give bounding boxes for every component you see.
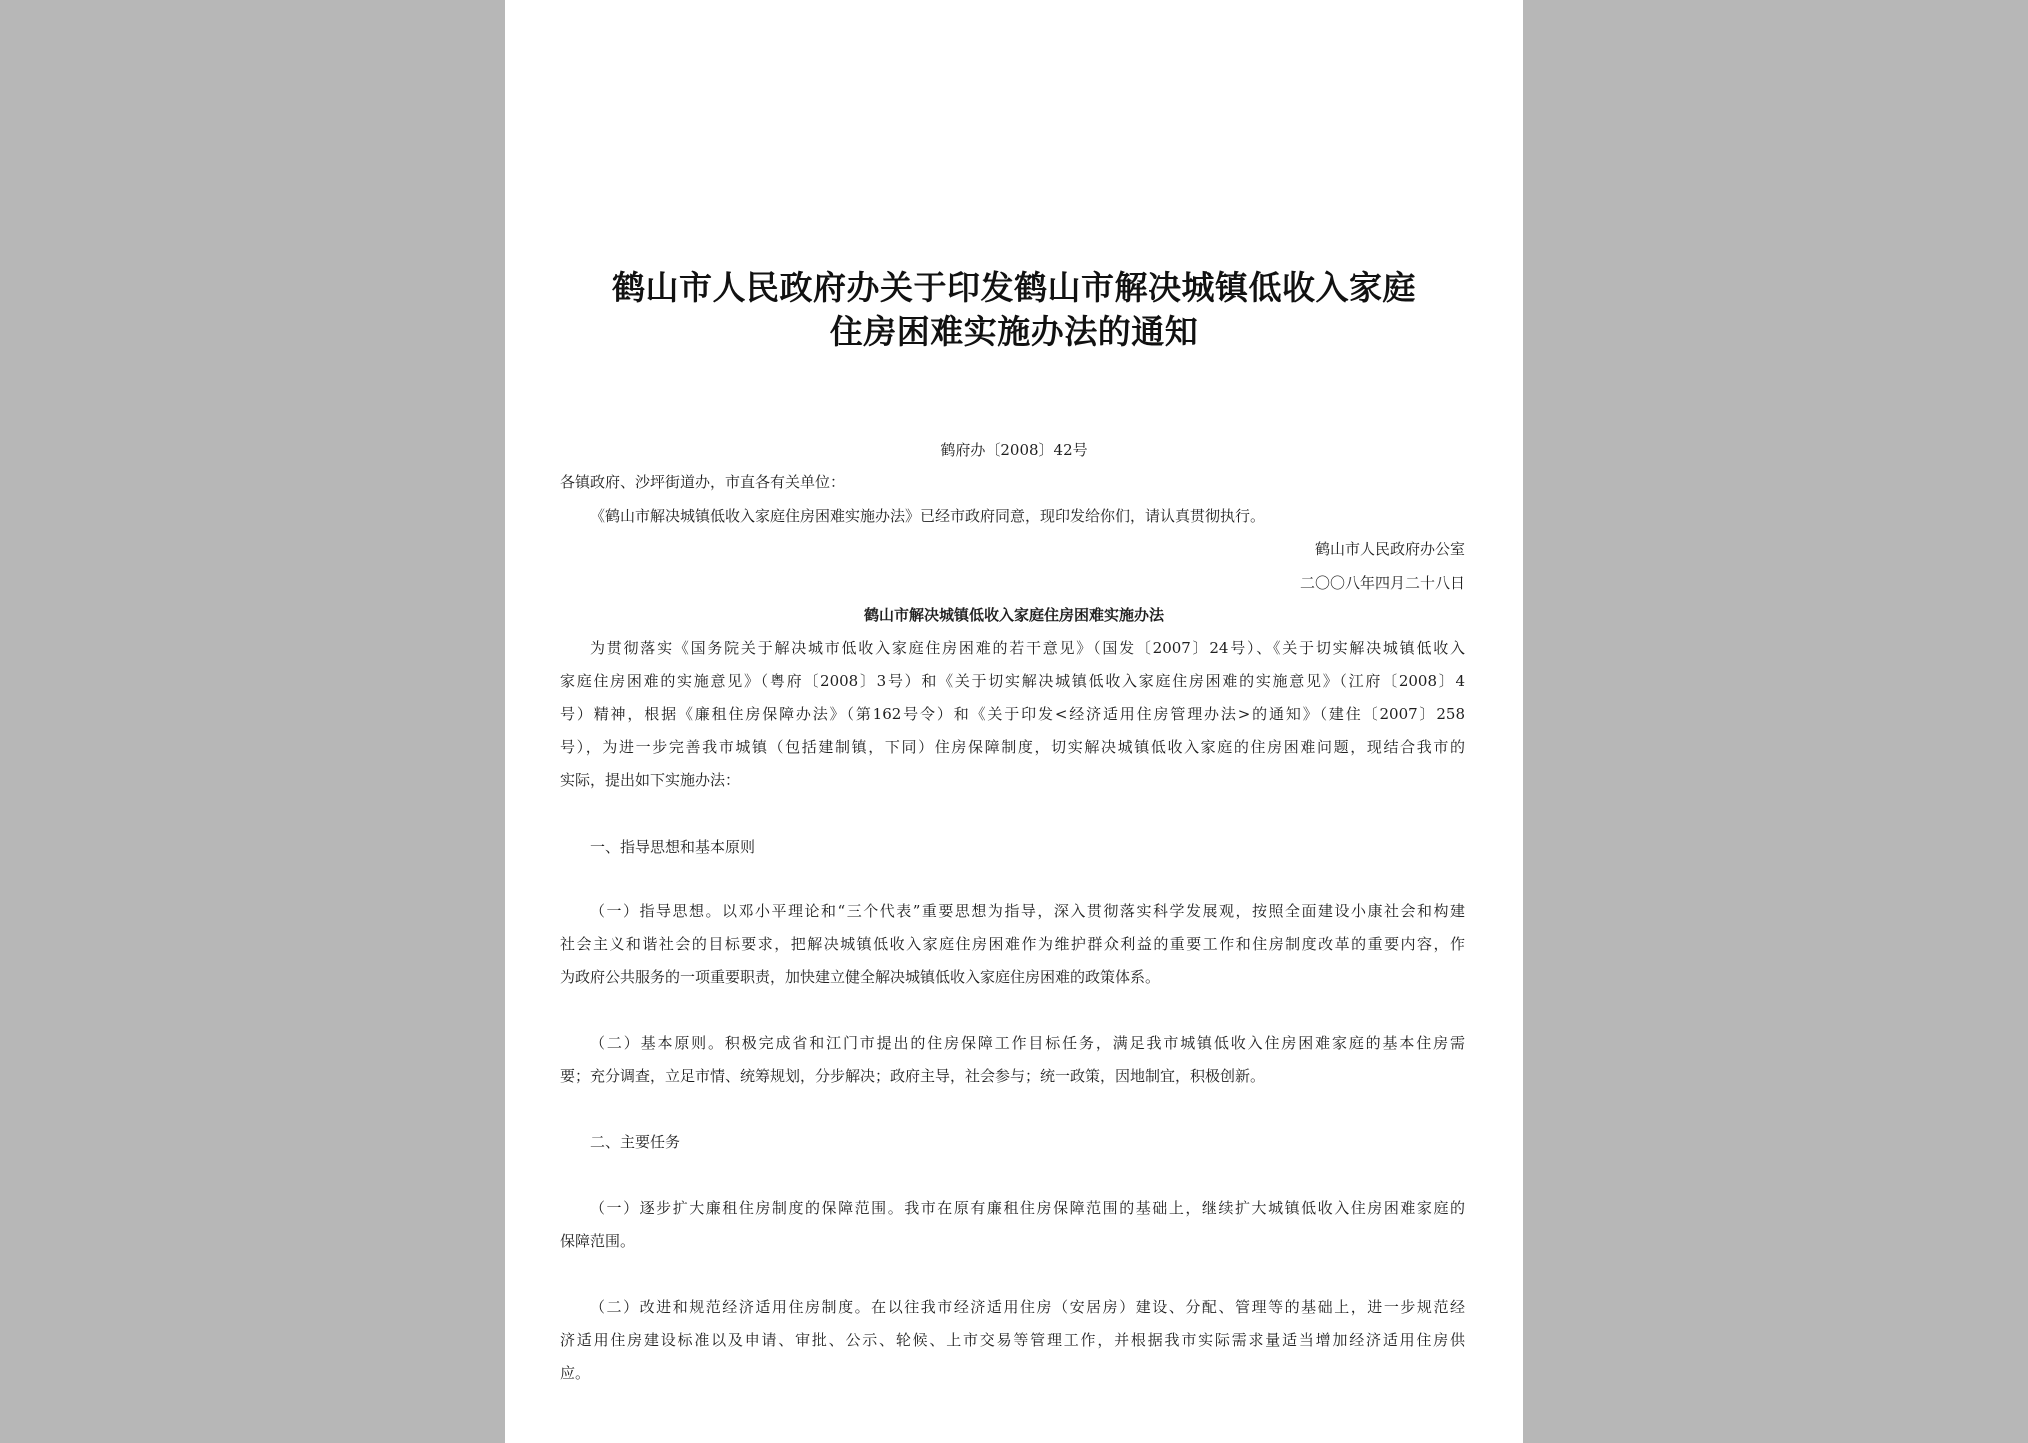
section-2-paragraph-2-line: 应。 (560, 1364, 591, 1382)
preamble-line: 为贯彻落实《国务院关于解决城市低收入家庭住房困难的若干意见》（国发〔2007〕24号）、《关于切实解决城镇低收入 (590, 639, 1465, 657)
section-2-heading: 二、主要任务 (590, 1133, 681, 1151)
section-1-paragraph-1-line: 社会主义和谐社会的目标要求，把解决城镇低收入家庭住房困难作为维护群众利益的重要工作和住房制度改革的重要内容，作 (560, 935, 1465, 953)
document-number: 鹤府办〔2008〕42号 (940, 441, 1088, 459)
measures-subtitle: 鹤山市解决城镇低收入家庭住房困难实施办法 (863, 606, 1164, 624)
document-title-line-2: 住房困难实施办法的通知 (829, 312, 1199, 351)
section-1-paragraph-1-line: 为政府公共服务的一项重要职责，加快建立健全解决城镇低收入家庭住房困难的政策体系。 (560, 968, 1161, 986)
section-2-paragraph-2-line: （二）改进和规范经济适用住房制度。在以往我市经济适用住房（安居房）建设、分配、管理等的基础上，进一步规范经 (590, 1298, 1465, 1316)
section-1-paragraph-1-line: （一）指导思想。以邓小平理论和“三个代表”重要思想为指导，深入贯彻落实科学发展观，按照全面建设小康社会和构建 (590, 902, 1465, 920)
addressee: 各镇政府、沙坪街道办，市直各有关单位： (560, 473, 846, 491)
document-page (505, 0, 1523, 1443)
section-2-paragraph-1-line: （一）逐步扩大廉租住房制度的保障范围。我市在原有廉租住房保障范围的基础上，继续扩大城镇低收入住房困难家庭的 (590, 1199, 1465, 1217)
preamble-line: 实际，提出如下实施办法： (560, 771, 741, 789)
intro-paragraph: 《鹤山市解决城镇低收入家庭住房困难实施办法》已经市政府同意，现印发给你们，请认真贯彻执行。 (590, 507, 1266, 525)
issue-date: 二〇〇八年四月二十八日 (1299, 574, 1465, 592)
preamble-line: 家庭住房困难的实施意见》（粤府〔2008〕3号）和《关于切实解决城镇低收入家庭住房困难的实施意见》（江府〔2008〕4 (560, 672, 1465, 690)
section-1-paragraph-2-line: （二）基本原则。积极完成省和江门市提出的住房保障工作目标任务，满足我市城镇低收入住房困难家庭的基本住房需 (590, 1034, 1465, 1052)
preamble-line: 号）精神，根据《廉租住房保障办法》（第162号令）和《关于印发<经济适用住房管理办法>的通知》（建住〔2007〕258 (560, 705, 1465, 723)
section-1-heading: 一、指导思想和基本原则 (590, 838, 756, 856)
section-2-paragraph-1-line: 保障范围。 (560, 1232, 636, 1250)
section-2-paragraph-2-line: 济适用住房建设标准以及申请、审批、公示、轮候、上市交易等管理工作，并根据我市实际需求量适当增加经济适用住房供 (560, 1331, 1465, 1349)
issuer: 鹤山市人民政府办公室 (1314, 540, 1465, 558)
document-title-line-1: 鹤山市人民政府办关于印发鹤山市解决城镇低收入家庭 (612, 268, 1416, 307)
preamble-line: 号），为进一步完善我市城镇（包括建制镇，下同）住房保障制度，切实解决城镇低收入家庭的住房困难问题，现结合我市的 (560, 738, 1465, 756)
section-1-paragraph-2-line: 要；充分调查，立足市情、统筹规划，分步解决；政府主导，社会参与；统一政策，因地制宜，积极创新。 (560, 1067, 1266, 1085)
